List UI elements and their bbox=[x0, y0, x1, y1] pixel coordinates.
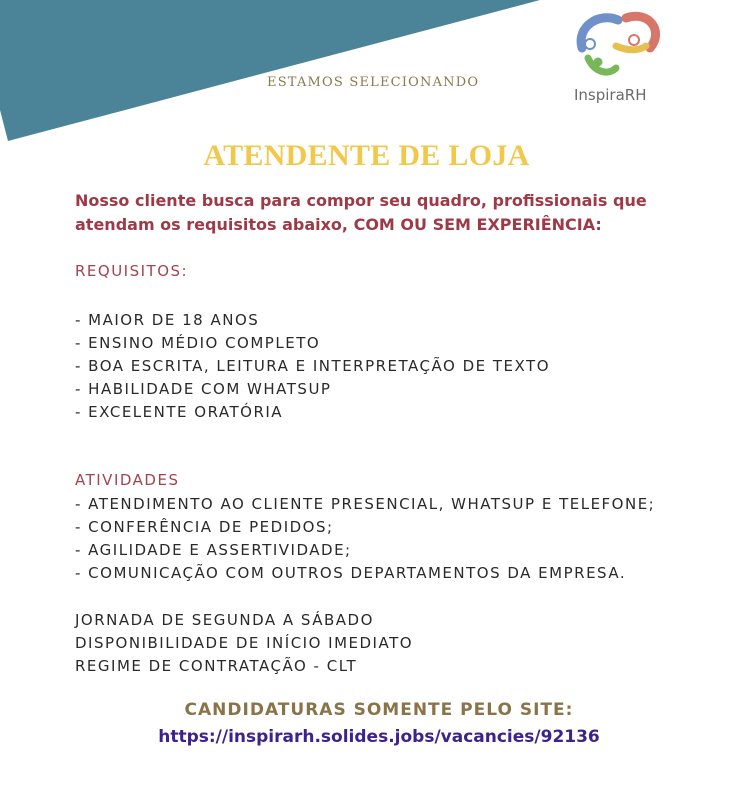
list-item: - CONFERÊNCIA DE PEDIDOS; bbox=[75, 518, 334, 536]
list-item: REGIME DE CONTRATAÇÃO - CLT bbox=[75, 657, 358, 675]
requisitos-label: REQUISITOS: bbox=[75, 262, 189, 280]
inspirarh-logo bbox=[572, 10, 672, 102]
logo-mark-icon bbox=[572, 10, 672, 86]
intro-text: Nosso cliente busca para compor seu quadro, profissionais que atendam os requisitos abaixo, COM OU SEM EXPERIÊNCIA: bbox=[75, 191, 647, 234]
requisitos-list bbox=[75, 309, 550, 424]
list-item: JORNADA DE SEGUNDA A SÁBADO bbox=[75, 611, 374, 629]
list-item: DISPONIBILIDADE DE INÍCIO IMEDIATO bbox=[75, 634, 414, 652]
cta-text: CANDIDATURAS SOMENTE PELO SITE: bbox=[184, 700, 574, 720]
conditions-list bbox=[75, 609, 413, 678]
list-item: - BOA ESCRITA, LEITURA E INTERPRETAÇÃO DE TEXTO bbox=[75, 357, 550, 375]
list-item: - HABILIDADE COM WHATSUP bbox=[75, 380, 332, 398]
list-item: - ENSINO MÉDIO COMPLETO bbox=[75, 334, 321, 352]
list-item: - AGILIDADE E ASSERTIVIDADE; bbox=[75, 541, 352, 559]
vacancy-link[interactable]: https://inspirarh.solides.jobs/vacancies/92136 bbox=[158, 727, 600, 747]
list-item: - COMUNICAÇÃO COM OUTROS DEPARTAMENTOS DA EMPRESA. bbox=[75, 564, 627, 582]
job-title: ATENDENTE DE LOJA bbox=[203, 139, 530, 172]
list-item: - MAIOR DE 18 ANOS bbox=[75, 311, 260, 329]
kicker-text: ESTAMOS SELECIONANDO bbox=[267, 75, 480, 90]
atividades-label: ATIVIDADES bbox=[75, 471, 180, 489]
atividades-list bbox=[75, 493, 655, 585]
list-item: - ATENDIMENTO AO CLIENTE PRESENCIAL, WHATSUP E TELEFONE; bbox=[75, 495, 656, 513]
logo-text: InspiraRH bbox=[574, 86, 647, 104]
list-item: - EXCELENTE ORATÓRIA bbox=[75, 403, 284, 421]
